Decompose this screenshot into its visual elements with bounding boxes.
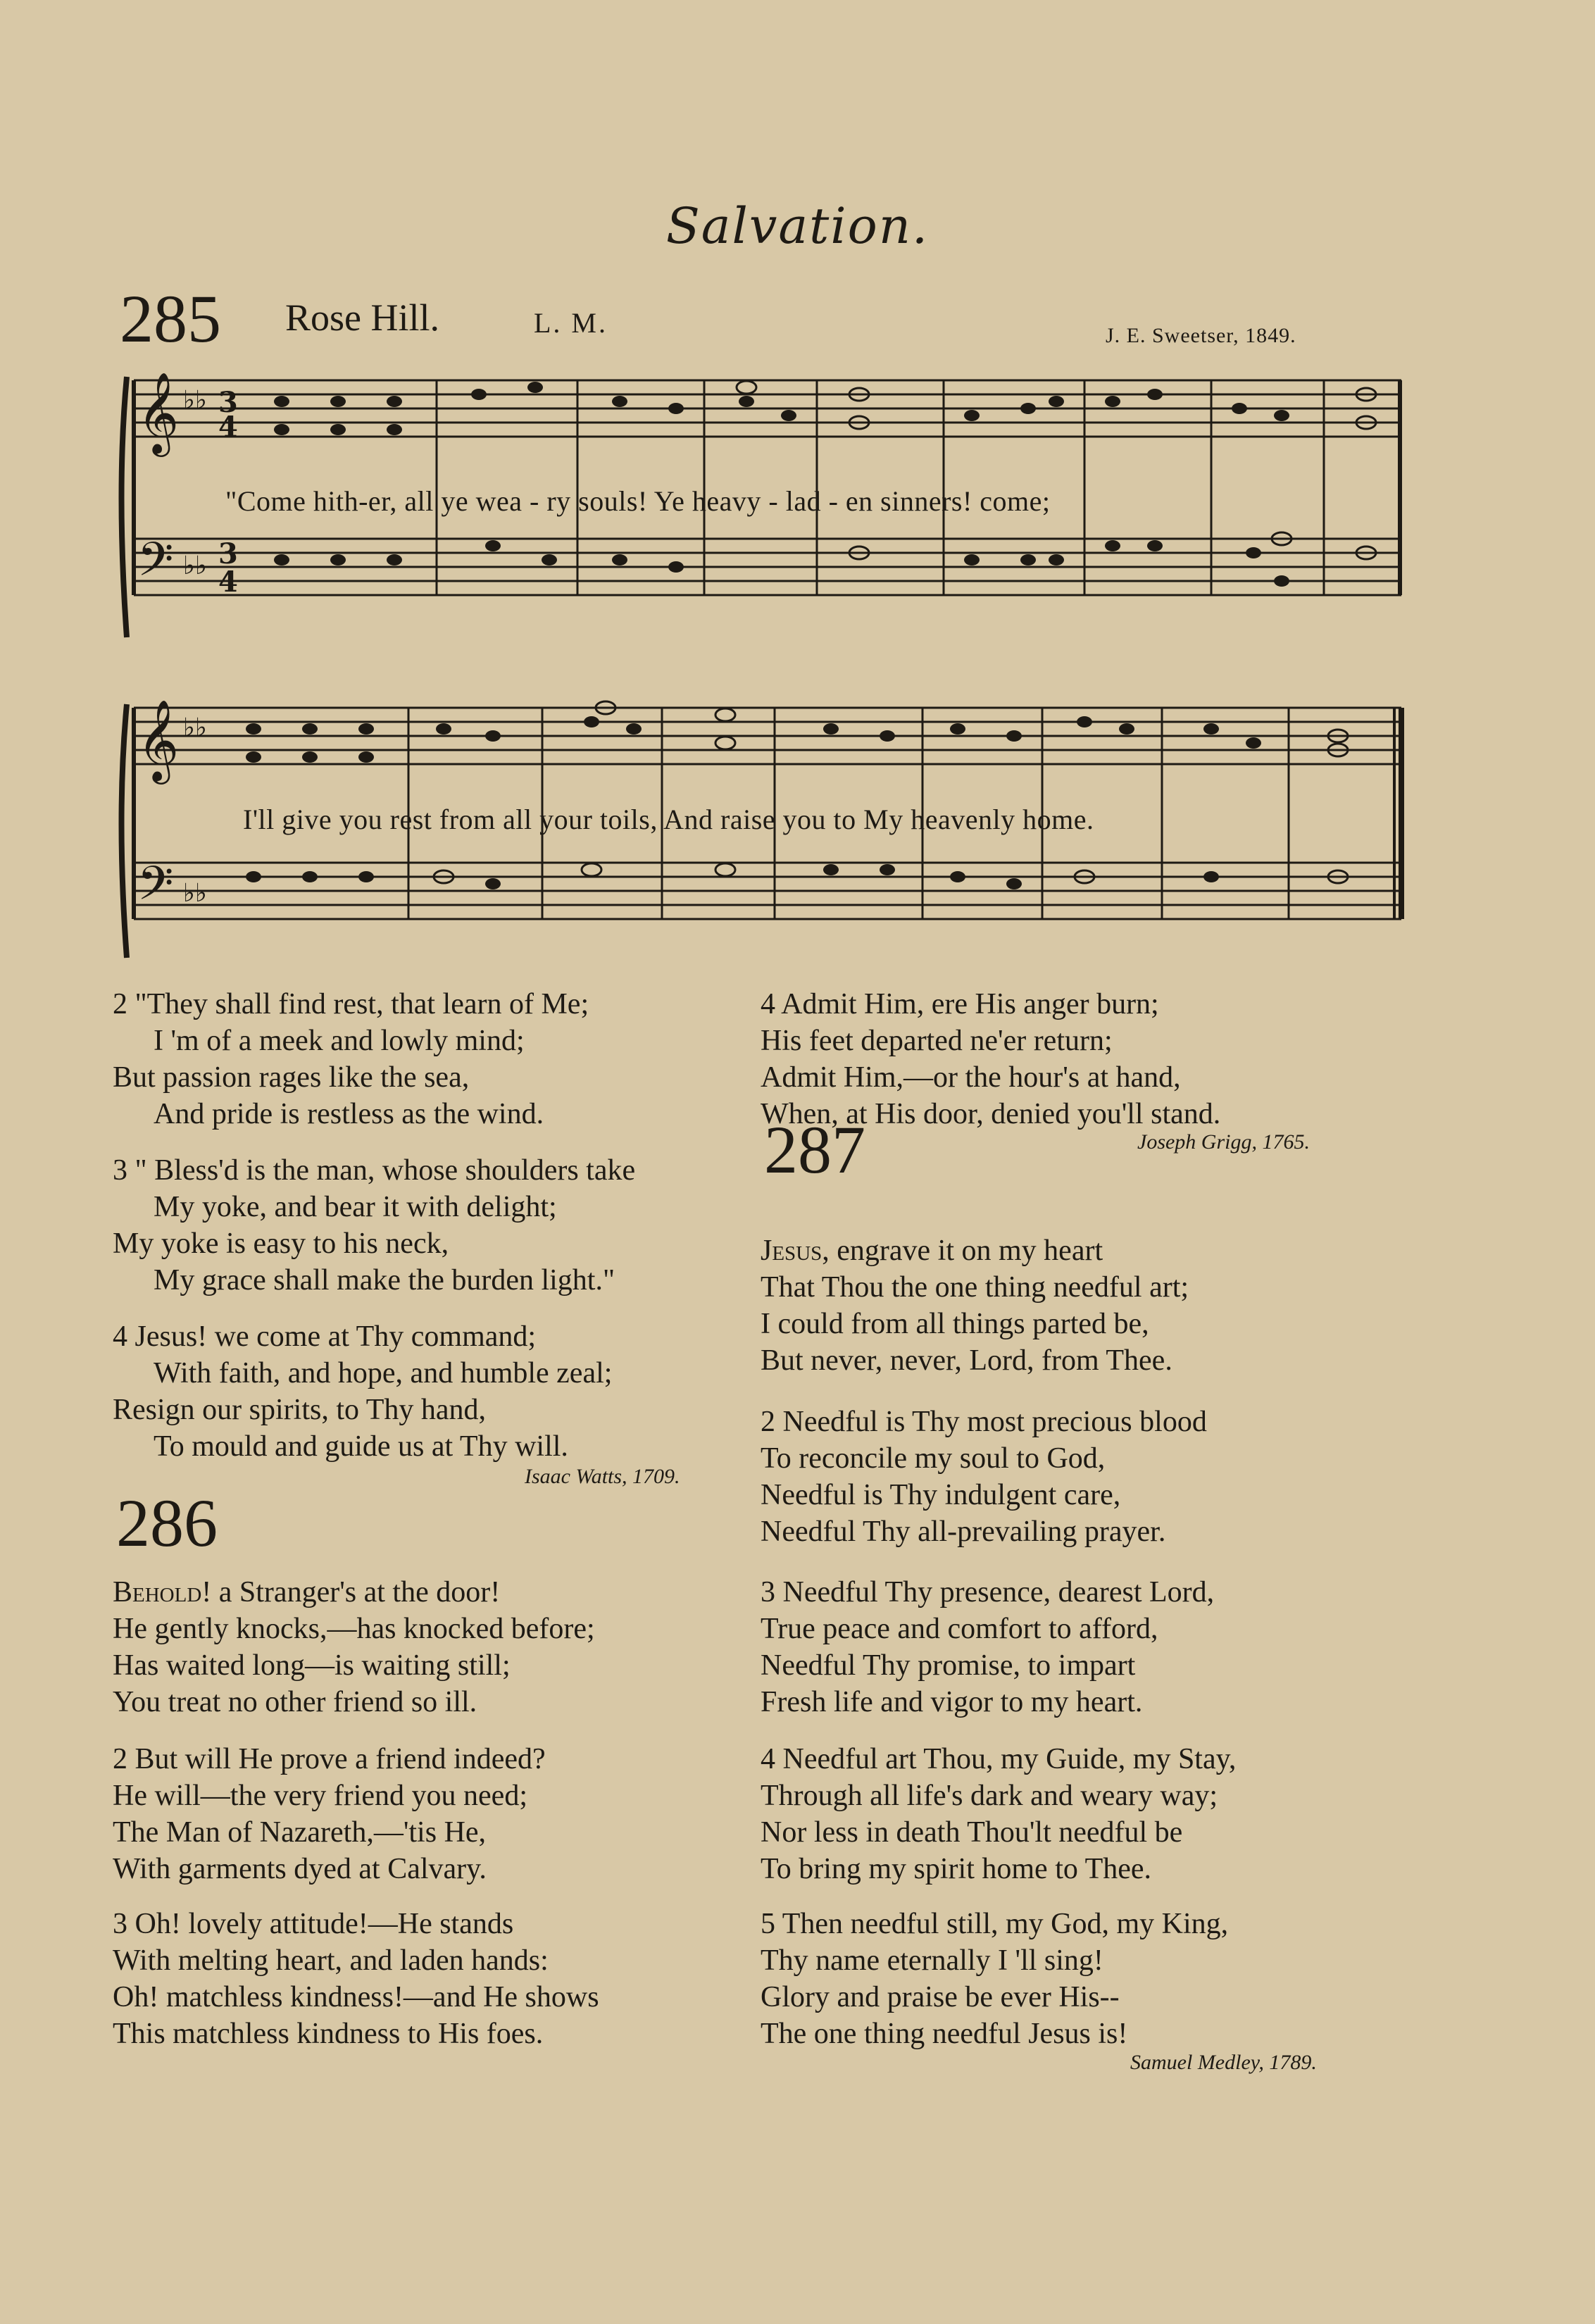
hymn-286-verse-2 [113, 1741, 546, 1887]
verse-line: To bring my spirit home to Thee. [761, 1853, 1152, 1885]
svg-text:𝄢: 𝄢 [137, 856, 174, 922]
hymn-286-verse-1 [113, 1574, 595, 1720]
svg-text:♭♭: ♭♭ [183, 386, 207, 415]
verse-line: Resign our spirits, to Thy hand, [113, 1394, 487, 1426]
verse-line: I 'm of a meek and lowly mind; [154, 1025, 525, 1057]
svg-text:♭♭: ♭♭ [183, 879, 207, 908]
svg-text:3: 3 [218, 537, 238, 570]
hymn-285-number: 285 [120, 281, 221, 356]
verse-line: With garments dyed at Calvary. [113, 1853, 487, 1885]
hymn-287-verse-2 [761, 1404, 1207, 1550]
verse-line: With melting heart, and laden hands: [113, 1944, 549, 1977]
hymn-287-verse-5 [761, 1906, 1228, 2052]
lyrics-line-2: I'll give you rest from all your toils, And raise you to My heavenly home. [243, 804, 1094, 835]
hymn-285-verse-4 [113, 1318, 612, 1465]
hymn-287-author: Samuel Medley, 1789. [1130, 2051, 1317, 2074]
verse-line: a Stranger's at the door! [218, 1576, 501, 1608]
verse-line: Needful is Thy indulgent care, [761, 1479, 1121, 1511]
verse-line: This matchless kindness to His foes. [113, 2018, 544, 2050]
svg-text:4: 4 [218, 411, 238, 444]
verse-line: 2 "They shall find rest, that learn of Me; [113, 988, 589, 1020]
verse-line: To mould and guide us at Thy will. [154, 1430, 568, 1463]
hymn-285-verse-3 [113, 1152, 635, 1299]
verse-line: He will—the very friend you need; [113, 1780, 527, 1812]
verse-line: But passion rages like the sea, [113, 1061, 470, 1094]
verse-line: With faith, and hope, and humble zeal; [154, 1357, 613, 1389]
verse-line: My yoke, and bear it with delight; [154, 1191, 557, 1223]
hymn-286-number: 286 [116, 1485, 218, 1561]
first-word: Jesus, [761, 1235, 830, 1267]
verse-line: And pride is restless as the wind. [154, 1098, 544, 1130]
composer: J. E. Sweetser, 1849. [1106, 324, 1296, 347]
verse-line: Thy name eternally I 'll sing! [761, 1944, 1103, 1977]
svg-text:♭♭: ♭♭ [183, 713, 207, 742]
verse-line: Through all life's dark and weary way; [761, 1780, 1218, 1812]
verse-line: 4 Needful art Thou, my Guide, my Stay, [761, 1743, 1237, 1775]
hymn-286-verse-3 [113, 1906, 599, 2052]
verse-line: True peace and comfort to afford, [761, 1613, 1158, 1645]
svg-text:𝄞: 𝄞 [137, 371, 180, 454]
verse-line: 2 Needful is Thy most precious blood [761, 1406, 1207, 1438]
verse-line: Needful Thy all-prevailing prayer. [761, 1516, 1166, 1548]
verse-line: That Thou the one thing needful art; [761, 1271, 1189, 1304]
svg-text:3: 3 [218, 386, 238, 419]
svg-text:𝄞: 𝄞 [137, 699, 180, 781]
verse-line: But never, never, Lord, from Thee. [761, 1344, 1172, 1377]
verse-line: When, at His door, denied you'll stand. [761, 1098, 1221, 1130]
verse-line: Needful Thy promise, to impart [761, 1649, 1136, 1682]
verse-line: He gently knocks,—has knocked before; [113, 1613, 595, 1645]
verse-line: His feet departed ne'er return; [761, 1025, 1113, 1057]
hymn-287-number: 287 [764, 1112, 865, 1187]
svg-text:𝄢: 𝄢 [137, 532, 174, 598]
hymn-286-verse-4 [761, 986, 1220, 1132]
hymn-286-author: Joseph Grigg, 1765. [1137, 1130, 1310, 1154]
verse-line: 4 Admit Him, ere His anger burn; [761, 988, 1159, 1020]
verse-line: The one thing needful Jesus is! [761, 2018, 1128, 2050]
verse-line: To reconcile my soul to God, [761, 1442, 1106, 1475]
lyrics-line-1: "Come hith-er, all ye wea - ry souls! Ye heavy - lad - en sinners! come; [225, 485, 1051, 517]
svg-text:♭♭: ♭♭ [183, 551, 207, 580]
verse-line: engrave it on my heart [837, 1235, 1103, 1267]
verse-line: Has waited long—is waiting still; [113, 1649, 511, 1682]
verse-line: 3 Oh! lovely attitude!—He stands [113, 1908, 514, 1940]
hymn-285-verse-2 [113, 986, 589, 1132]
verse-line: The Man of Nazareth,—'tis He, [113, 1816, 487, 1849]
tune-name: Rose Hill. [285, 296, 440, 339]
meter: L. M. [534, 307, 608, 339]
verse-line: 2 But will He prove a friend indeed? [113, 1743, 546, 1775]
hymn-287-verse-1 [761, 1232, 1189, 1379]
verse-line: Fresh life and vigor to my heart. [761, 1686, 1143, 1718]
hymn-285-author: Isaac Watts, 1709. [525, 1465, 680, 1488]
verse-line: Admit Him,—or the hour's at hand, [761, 1061, 1181, 1094]
verse-line: 3 Needful Thy presence, dearest Lord, [761, 1576, 1215, 1608]
verse-line: 5 Then needful still, my God, my King, [761, 1908, 1229, 1940]
verse-line: You treat no other friend so ill. [113, 1686, 477, 1718]
verse-line: Nor less in death Thou'lt needful be [761, 1816, 1183, 1849]
verse-line: Oh! matchless kindness!—and He shows [113, 1981, 599, 2013]
svg-text:4: 4 [218, 566, 238, 599]
hymn-287-verse-3 [761, 1574, 1214, 1720]
verse-line: My grace shall make the burden light." [154, 1264, 615, 1297]
verse-line: 3 " Bless'd is the man, whose shoulders take [113, 1154, 636, 1187]
hymn-287-verse-4 [761, 1741, 1236, 1887]
verse-line: My yoke is easy to his neck, [113, 1227, 449, 1260]
verse-line: I could from all things parted be, [761, 1308, 1149, 1340]
first-word: Behold! [113, 1576, 212, 1608]
section-heading: Salvation. [665, 197, 930, 255]
verse-line: Glory and praise be ever His-- [761, 1981, 1120, 2013]
verse-line: 4 Jesus! we come at Thy command; [113, 1320, 537, 1353]
